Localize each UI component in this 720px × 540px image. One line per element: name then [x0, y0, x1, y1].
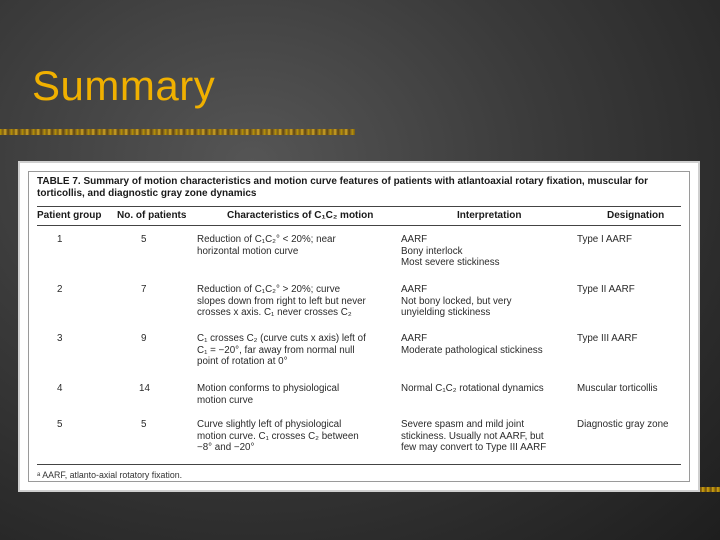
row-1-characteristics: Reduction of C₁C₂° < 20%; near horizontal motion curve [197, 234, 336, 257]
row-3-interpretation: AARF Moderate pathological stickiness [401, 333, 543, 356]
header-interpretation: Interpretation [457, 210, 522, 221]
table-image-frame [18, 161, 700, 492]
row-5-interpretation: Severe spasm and mild joint stickiness. Usually not AARF, but few may convert to Type III AARF [401, 419, 547, 453]
header-characteristics: Characteristics of C₁C₂ motion [227, 210, 374, 221]
row-5-group: 5 [57, 419, 63, 430]
summary-table [28, 171, 690, 482]
row-3-group: 3 [57, 333, 63, 344]
row-2-characteristics: Reduction of C₁C₂° > 20%; curve slopes down from right to left but never crosses x axis. C₁ never crosses C₂ [197, 284, 366, 318]
row-4-group: 4 [57, 383, 63, 394]
row-4-interpretation: Normal C₁C₂ rotational dynamics [401, 383, 544, 394]
header-rule [37, 225, 681, 226]
corner-decoration [698, 487, 720, 492]
row-1-group: 1 [57, 234, 63, 245]
row-1-patients: 5 [141, 234, 147, 245]
row-1-interpretation: AARF Bony interlock Most severe stickiness [401, 234, 500, 268]
table-footnote: ᵃ AARF, atlanto-axial rotatory fixation. [37, 470, 183, 480]
row-4-patients: 14 [139, 383, 150, 394]
title-underline-decoration [0, 129, 355, 135]
header-no-of-patients: No. of patients [117, 210, 187, 221]
row-3-characteristics: C₁ crosses C₂ (curve cuts x axis) left of C₁ = −20°, far away from normal null point of rotation at 0° [197, 333, 366, 367]
header-designation: Designation [607, 210, 665, 221]
row-2-patients: 7 [141, 284, 147, 295]
row-3-designation: Type III AARF [577, 333, 638, 344]
row-2-designation: Type II AARF [577, 284, 635, 295]
row-5-designation: Diagnostic gray zone [577, 419, 669, 430]
table-caption: TABLE 7. Summary of motion characteristics and motion curve features of patients with atlantoaxial rotary fixation, muscular for torticollis, and diagnostic gray zone dynamics [37, 176, 649, 199]
row-2-group: 2 [57, 284, 63, 295]
row-4-designation: Muscular torticollis [577, 383, 658, 394]
row-1-designation: Type I AARF [577, 234, 632, 245]
row-4-characteristics: Motion conforms to physiological motion curve [197, 383, 340, 406]
bottom-rule [37, 464, 681, 465]
slide-title: Summary [32, 62, 216, 109]
row-5-characteristics: Curve slightly left of physiological motion curve. C₁ crosses C₂ between −8° and −20° [197, 419, 359, 453]
row-2-interpretation: AARF Not bony locked, but very unyielding stickiness [401, 284, 512, 318]
header-patient-group: Patient group [37, 210, 102, 221]
row-5-patients: 5 [141, 419, 147, 430]
row-3-patients: 9 [141, 333, 147, 344]
top-rule [37, 206, 681, 207]
